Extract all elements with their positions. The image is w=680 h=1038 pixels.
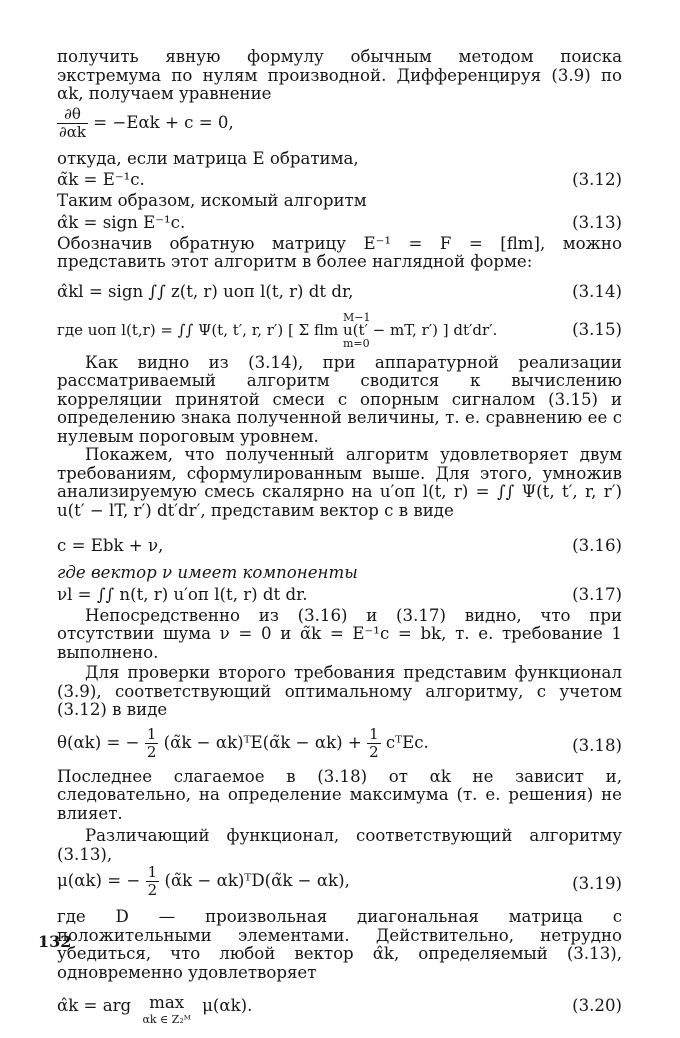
paragraph-diagonal: где D — произвольная диагональная матрица с положительными элементами. Действительно, нетрудно убедиться, что любой вектор α̂k, определяемый (3.13), одновременно удовлетворяет bbox=[57, 907, 622, 982]
equation-3-17 bbox=[57, 583, 622, 607]
eq-3-20-number: (3.20) bbox=[572, 996, 622, 1015]
eq-3-16-formula: c = Ebk + ν, bbox=[57, 536, 164, 555]
equation-gradient bbox=[57, 106, 622, 146]
page-number: 132 bbox=[38, 932, 72, 951]
eq-3-14-number: (3.14) bbox=[572, 281, 622, 301]
eq-3-19-frac-n: 1 bbox=[147, 863, 158, 881]
eq-3-16-number: (3.16) bbox=[572, 536, 622, 555]
equation-3-12 bbox=[57, 168, 622, 192]
line-vector: где вектор ν имеет компоненты bbox=[57, 563, 358, 582]
eq-3-15-number: (3.15) bbox=[572, 319, 622, 339]
eq-3-18-lhs: θ(αk) = − bbox=[57, 732, 140, 752]
eq-3-15-sum-bottom: m=0 bbox=[343, 336, 370, 350]
eq-3-20-op-under: αk ∈ Z₂ᴹ bbox=[142, 1013, 191, 1026]
eq-3-18-mid: (α̃k − αk)ᵀE(α̃k − αk) + bbox=[163, 732, 362, 752]
eq-3-18-frac-d: 2 bbox=[146, 742, 157, 761]
paragraph-direct: Непосредственно из (3.16) и (3.17) видно, что при отсутствии шума ν = 0 и α̃k = E⁻¹c = bk, т. е. требование 1 выполнено. bbox=[57, 605, 622, 662]
eq-3-18-frac-n: 1 bbox=[146, 724, 157, 743]
paragraph-show: Покажем, что полученный алгоритм удовлетворяет двум требованиям, сформулированным выше. Для этого, умножив анализируемую смесь скалярно на u′оп l(t, r) = ∫∫ Ψ(t, t′, r, r′) u(t′ − lT, r′) dt′dr′, представим вектор c в виде bbox=[57, 445, 622, 520]
eq-3-19-tail: (α̃k − αk)ᵀD(α̃k − αk), bbox=[164, 871, 350, 890]
eq-3-20-formula: α̂k = arg bbox=[57, 996, 132, 1015]
eq-3-17-number: (3.17) bbox=[572, 584, 622, 604]
eq-3-14-formula: α̂kl = sign ∫∫ z(t, r) uоп l(t, r) dt dr, bbox=[57, 281, 354, 301]
equation-3-16 bbox=[57, 534, 622, 558]
paragraph-intro: получить явную формулу обычным методом поиска экстремума по нулям производной. Дифференцируя (3.9) по αk, получаем уравнение bbox=[57, 47, 622, 103]
eq-3-19-frac-d: 2 bbox=[147, 881, 158, 899]
eq-3-18-number: (3.18) bbox=[572, 735, 622, 755]
equation-3-19 bbox=[57, 864, 622, 904]
line-algorithm: Таким образом, искомый алгоритм bbox=[57, 191, 367, 210]
line-inverse: откуда, если матрица E обратима, bbox=[57, 148, 359, 168]
eq-3-19-lhs: μ(αk) = − bbox=[57, 871, 141, 890]
eq-3-20-tail: μ(αk). bbox=[202, 996, 253, 1015]
eq-3-17-formula: νl = ∫∫ n(t, r) u′оп l(t, r) dt dr. bbox=[57, 584, 308, 604]
eq-3-12-number: (3.12) bbox=[572, 170, 622, 189]
eq-3-19-number: (3.19) bbox=[572, 874, 622, 893]
grad-rhs: = −Eαk + c = 0, bbox=[93, 112, 234, 132]
equation-3-13 bbox=[57, 211, 622, 235]
eq-3-18-tail: cᵀEc. bbox=[385, 732, 429, 752]
eq-3-13-formula: α̂k = sign E⁻¹c. bbox=[57, 212, 186, 232]
eq-3-15-formula: где uоп l(t,r) = ∫∫ Ψ(t, t′, r, r′) [ Σ flm u(t′ − mT, r′) ] dt′dr′. bbox=[57, 320, 498, 339]
eq-3-18-frac2-n: 1 bbox=[369, 724, 379, 743]
grad-numerator: ∂θ bbox=[57, 106, 88, 124]
equation-3-18 bbox=[57, 726, 622, 766]
equation-3-20 bbox=[57, 994, 622, 1038]
paragraph-inverse-matrix: Обозначив обратную матрицу E⁻¹ = F = [flm], можно представить этот алгоритм в более наглядной форме: bbox=[57, 233, 622, 271]
eq-3-13-number: (3.13) bbox=[572, 212, 622, 232]
eq-3-12-formula: α̃k = E⁻¹c. bbox=[57, 170, 145, 189]
eq-3-18-frac2-d: 2 bbox=[369, 742, 379, 761]
grad-denominator: ∂αk bbox=[59, 122, 86, 141]
paragraph-check: Для проверки второго требования представим функционал (3.9), соответствующий оптимальному алгоритму, с учетом (3.12) в виде bbox=[57, 663, 622, 719]
eq-3-20-op: max bbox=[149, 993, 185, 1012]
paragraph-distinct: Различающий функционал, соответствующий алгоритму (3.13), bbox=[57, 826, 622, 864]
page-body bbox=[57, 48, 622, 1038]
equation-3-14 bbox=[57, 280, 622, 304]
paragraph-correlation: Как видно из (3.14), при аппаратурной реализации рассматриваемый алгоритм сводится к вычислению корреляции принятой смеси с опорным сигналом (3.15) и определению знака полученной величины, т. е. сравнению ее с нулевым пороговым уровнем. bbox=[57, 352, 622, 446]
equation-3-15 bbox=[57, 310, 622, 352]
paragraph-last-term: Последнее слагаемое в (3.18) от αk не зависит и, следовательно, на определение максимума (т. е. решения) не влияет. bbox=[57, 766, 622, 823]
eq-3-15-sum-top: M−1 bbox=[343, 310, 371, 324]
